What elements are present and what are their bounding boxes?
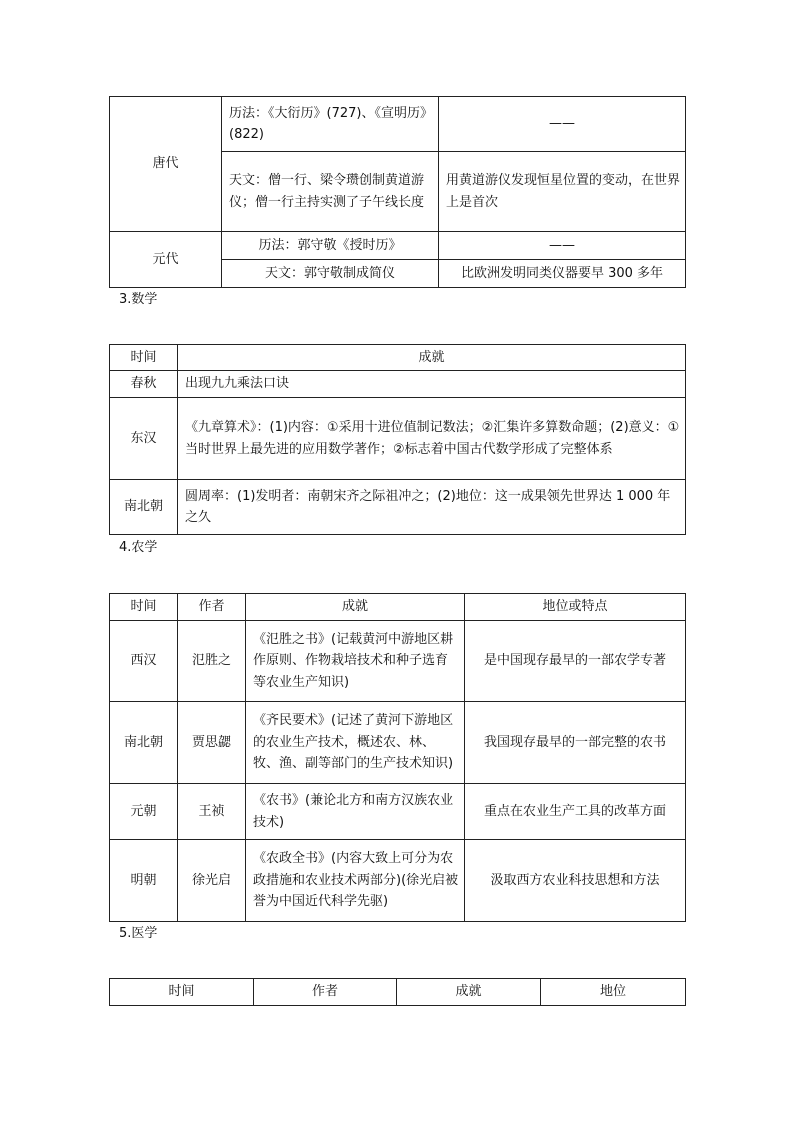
agri-header-time: 时间	[110, 594, 178, 621]
agri-row-status: 是中国现存最早的一部农学专著	[465, 621, 686, 702]
agri-row-achievement: 《农政全书》(内容大致上可分为农政措施和农业技术两部分)(徐光启被誉为中国近代科学先驱)	[246, 840, 465, 922]
period-tang: 唐代	[110, 97, 222, 232]
agri-table	[109, 593, 686, 922]
math-header-achievement: 成就	[178, 345, 686, 371]
math-row-achievement: 《九章算术》：(1)内容：①采用十进位值制记数法；②汇集许多算数命题；(2)意义：①当时世界上最先进的应用数学著作；②标志着中国古代数学形成了完整体系	[178, 398, 686, 480]
math-row-time: 东汉	[110, 398, 178, 480]
agri-header-author: 作者	[178, 594, 246, 621]
agri-row-author: 王祯	[178, 784, 246, 840]
agri-row-author: 贾思勰	[178, 702, 246, 784]
agri-header-status: 地位或特点	[465, 594, 686, 621]
med-header-status: 地位	[541, 979, 686, 1006]
tang-astronomy: 天文：僧一行、梁令瓒创制黄道游仪；僧一行主持实测了子午线长度	[222, 152, 439, 232]
math-row-achievement: 圆周率：(1)发明者：南朝宋齐之际祖冲之；(2)地位：这一成果领先世界达 1 000 年之久	[178, 480, 686, 535]
yuan-calendar-note: ——	[439, 232, 686, 260]
math-row-time: 春秋	[110, 371, 178, 398]
period-yuan: 元代	[110, 232, 222, 288]
med-header-achievement: 成就	[397, 979, 541, 1006]
math-row-achievement: 出现九九乘法口诀	[178, 371, 686, 398]
agri-row-status: 汲取西方农业科技思想和方法	[465, 840, 686, 922]
agri-row-achievement: 《氾胜之书》(记载黄河中游地区耕作原则、作物栽培技术和种子选育等农业生产知识)	[246, 621, 465, 702]
math-header-time: 时间	[110, 345, 178, 371]
med-header-time: 时间	[110, 979, 254, 1006]
med-header-author: 作者	[254, 979, 397, 1006]
math-row-time: 南北朝	[110, 480, 178, 535]
agri-heading: 4.农学	[119, 540, 158, 555]
yuan-astronomy-note: 比欧洲发明同类仪器要早 300 多年	[439, 260, 686, 288]
agri-header-achievement: 成就	[246, 594, 465, 621]
math-table	[109, 344, 686, 535]
agri-row-time: 南北朝	[110, 702, 178, 784]
tang-calendar-note: ——	[439, 97, 686, 152]
yuan-calendar: 历法：郭守敬《授时历》	[222, 232, 439, 260]
agri-row-time: 元朝	[110, 784, 178, 840]
agri-row-author: 徐光启	[178, 840, 246, 922]
agri-row-time: 明朝	[110, 840, 178, 922]
tang-astronomy-note: 用黄道游仪发现恒星位置的变动，在世界上是首次	[439, 152, 686, 232]
med-table	[109, 978, 686, 1006]
tang-calendar: 历法：《大衍历》(727)、《宣明历》(822)	[222, 97, 439, 152]
astronomy-table	[109, 96, 686, 288]
agri-row-status: 重点在农业生产工具的改革方面	[465, 784, 686, 840]
agri-row-status: 我国现存最早的一部完整的农书	[465, 702, 686, 784]
med-heading: 5.医学	[119, 926, 158, 941]
agri-row-achievement: 《农书》(兼论北方和南方汉族农业技术)	[246, 784, 465, 840]
yuan-astronomy: 天文：郭守敬制成简仪	[222, 260, 439, 288]
math-heading: 3.数学	[119, 292, 158, 307]
agri-row-time: 西汉	[110, 621, 178, 702]
agri-row-achievement: 《齐民要术》(记述了黄河下游地区的农业生产技术，概述农、林、牧、渔、副等部门的生产技术知识)	[246, 702, 465, 784]
agri-row-author: 氾胜之	[178, 621, 246, 702]
